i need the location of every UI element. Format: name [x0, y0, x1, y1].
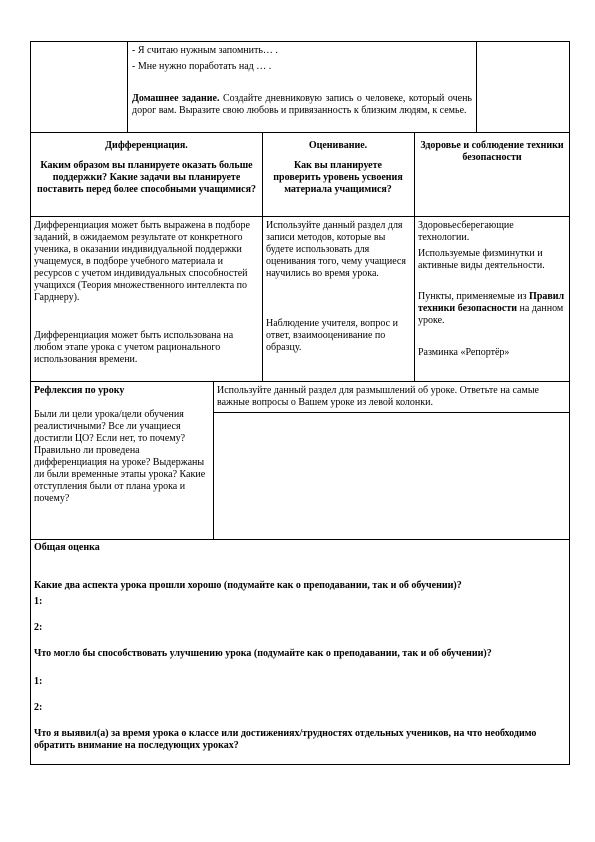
health-text-2: Используемые физминутки и активные виды деятельности. — [418, 248, 545, 271]
summary-question-2: Что могло бы способствовать улучшению урока (подумайте как о преподавании, так и об обучении)? — [34, 648, 492, 659]
summary-question-3: Что я выявил(а) за время урока о классе или достижениях/трудностях отдельных учеников, на что необходимо обратить внимание на последующих уроках? — [34, 728, 537, 751]
health-text-4: Разминка «Репортёр» — [418, 347, 510, 358]
divider — [476, 41, 477, 132]
divider — [127, 41, 128, 132]
diff-text-2: Дифференциация может быть использована на любом этапе урока с учетом рационального использования времени. — [34, 330, 234, 365]
health-text-3a: Пункты, применяемые из — [418, 291, 530, 302]
health-text-3 — [418, 291, 566, 327]
reflection-hint: Используйте данный раздел для размышлений об уроке. Ответьте на самые важные вопросы о Вашем уроке из левой колонки. — [217, 385, 539, 408]
top-line-2: - Мне нужно поработать над … . — [132, 61, 272, 72]
summary-answer-1-2: 2: — [34, 622, 43, 633]
top-line-1: - Я считаю нужным запомнить… . — [132, 45, 278, 56]
eval-text-2: Наблюдение учителя, вопрос и ответ, взаимооценивание по образцу. — [266, 318, 398, 353]
divider — [30, 539, 570, 540]
reflection-questions: Были ли цели урока/цели обучения реалистичными? Все ли учащиеся достигли ЦО? Если нет, то почему? Правильно ли проведена дифференциация на уроке? Выдержаны ли были временные этапы урока? Какие отступления были от плана урока и почему? — [34, 409, 206, 504]
eval-question: Как вы планируете проверить уровень усвоения материала учащимися? — [273, 160, 403, 195]
divider — [213, 412, 570, 413]
summary-answer-2-2: 2: — [34, 702, 43, 713]
safety-rules: Правил техники безопасности — [418, 291, 565, 314]
divider — [30, 132, 570, 133]
summary-title: Общая оценка — [34, 542, 100, 553]
health-title: Здоровье и соблюдение техники безопасности — [420, 140, 564, 163]
divider — [30, 381, 570, 382]
diff-text-1: Дифференциация может быть выражена в подборе заданий, в ожидаемом результате от конкретного ученика, в оказании индивидуальной поддержки учащемуся, в подборе учебного материала и ресурсов с учетом индивидуальных способностей учащихся (Теория множественного интеллекта по Гарднеру). — [34, 220, 250, 303]
reflection-title: Рефлексия по уроку — [34, 385, 125, 396]
homework-text — [132, 93, 472, 117]
health-text-1: Здоровьесберегающие технологии. — [418, 220, 514, 243]
summary-answer-2-1: 1: — [34, 676, 43, 687]
homework-body: Создайте дневниковую запись о человеке, который очень дорог вам. Выразите свою любовь и привязанность к близким людям, к семье. — [132, 93, 472, 116]
divider — [213, 381, 214, 539]
health-text-3c: на данном уроке. — [418, 303, 564, 326]
divider — [30, 216, 570, 217]
eval-title: Оценивание. — [308, 140, 368, 151]
divider — [262, 132, 263, 381]
divider — [414, 132, 415, 381]
diff-title: Дифференциация. — [105, 140, 188, 151]
homework-label: Домашнее задание. — [132, 93, 220, 104]
eval-text-1: Используйте данный раздел для записи методов, которые вы будете использовать для оценивания того, чему учащиеся научились во время урока. — [266, 220, 406, 279]
summary-question-1: Какие два аспекта урока прошли хорошо (подумайте как о преподавании, так и об обучении)? — [34, 580, 462, 591]
diff-question: Каким образом вы планируете оказать больше поддержки? Какие задачи вы планируете поставить перед более способными учащимися? — [37, 160, 256, 195]
summary-answer-1-1: 1: — [34, 596, 43, 607]
